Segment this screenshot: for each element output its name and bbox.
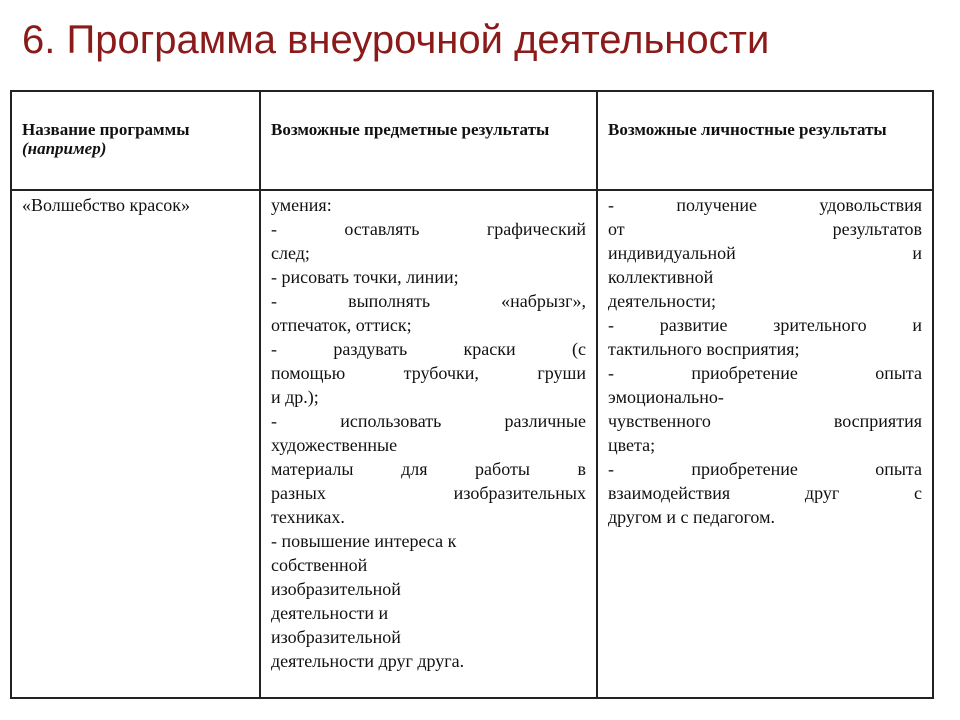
- header-personal: Возможные личностные результаты: [608, 120, 887, 139]
- table-row: [11, 190, 933, 698]
- subject-result-line: разных изобразительных: [271, 483, 586, 503]
- header-subject: Возможные предметные результаты: [271, 120, 550, 139]
- subject-result-line: умения:: [271, 195, 332, 215]
- personal-result-line: другом и с педагогом.: [608, 507, 775, 527]
- subject-result-line: - повышение интереса к: [271, 531, 457, 551]
- header-row: [11, 91, 933, 190]
- personal-result-line: - развитие зрительного и: [608, 315, 922, 335]
- personal-results-cell: [597, 190, 933, 698]
- personal-result-line: цвета;: [608, 435, 656, 455]
- personal-result-line: индивидуальной и: [608, 243, 922, 263]
- subject-result-line: деятельности друг друга.: [271, 651, 465, 671]
- personal-result-line: взаимодействия друг с: [608, 483, 922, 503]
- subject-result-line: материалы для работы в: [271, 459, 586, 479]
- subject-result-line: - использовать различные: [271, 411, 586, 431]
- header-personal-cell: [597, 91, 933, 190]
- header-program: Название программы: [22, 120, 190, 139]
- personal-result-line: - получение удовольствия: [608, 195, 922, 215]
- header-program-cell: [11, 91, 260, 190]
- subject-result-line: изобразительной: [271, 579, 401, 599]
- subject-result-line: - выполнять «набрызг»,: [271, 291, 586, 311]
- subject-result-line: - оставлять графический: [271, 219, 586, 239]
- subject-results: [261, 191, 596, 673]
- personal-result-line: - приобретение опыта: [608, 459, 922, 479]
- personal-results: [598, 191, 932, 529]
- subject-result-line: изобразительной: [271, 627, 401, 647]
- subject-result-line: - раздувать краски (с: [271, 339, 586, 359]
- personal-result-line: деятельности;: [608, 291, 717, 311]
- subject-result-line: деятельности и: [271, 603, 389, 623]
- slide-title: 6. Программа внеурочной деятельности: [22, 18, 770, 62]
- subject-results-cell: [260, 190, 597, 698]
- program-table: [10, 90, 934, 699]
- header-subject-cell: [260, 91, 597, 190]
- program-name: «Волшебство красок»: [22, 195, 190, 215]
- personal-result-line: эмоционально-: [608, 387, 724, 407]
- subject-result-line: и др.);: [271, 387, 319, 407]
- personal-result-line: коллективной: [608, 267, 714, 287]
- personal-result-line: тактильного восприятия;: [608, 339, 800, 359]
- subject-result-line: - рисовать точки, линии;: [271, 267, 459, 287]
- subject-result-line: отпечаток, оттиск;: [271, 315, 412, 335]
- subject-result-line: техниках.: [271, 507, 345, 527]
- program-name-cell: [11, 190, 260, 698]
- personal-result-line: от результатов: [608, 219, 922, 239]
- personal-result-line: - приобретение опыта: [608, 363, 922, 383]
- subject-result-line: помощью трубочки, груши: [271, 363, 586, 383]
- personal-result-line: чувственного восприятия: [608, 411, 922, 431]
- subject-result-line: собственной: [271, 555, 368, 575]
- subject-result-line: художественные: [271, 435, 398, 455]
- subject-result-line: след;: [271, 243, 310, 263]
- header-program-note: (например): [22, 139, 107, 158]
